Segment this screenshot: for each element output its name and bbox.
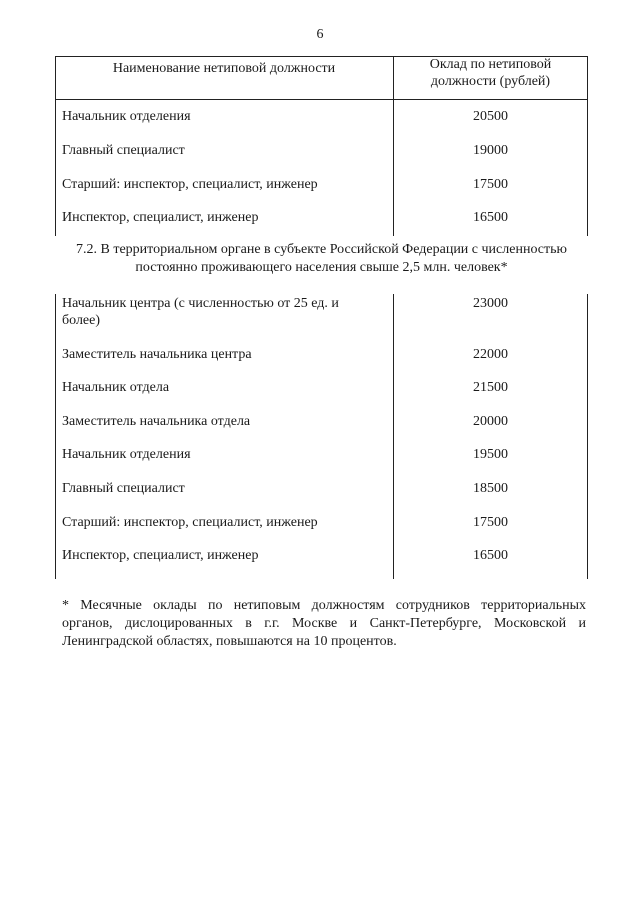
table-right-border — [587, 294, 588, 579]
footnote-line: органов, дислоцированных в г.г. Москве и Санкт-Петербурге, Московской и — [62, 616, 586, 631]
position-name: Начальник отдела — [62, 380, 170, 395]
position-name: Главный специалист — [62, 481, 185, 496]
section-heading-line: постоянно проживающего населения свыше 2,5 млн. человек* — [135, 260, 508, 275]
table-left-border — [55, 294, 56, 579]
position-salary: 17500 — [473, 515, 508, 530]
position-name-line: более) — [62, 313, 101, 328]
page-number: 6 — [316, 27, 324, 42]
position-name: Начальник отделения — [62, 447, 191, 462]
position-name: Старший: инспектор, специалист, инженер — [62, 177, 318, 192]
header-salary — [393, 56, 588, 90]
salary-table — [55, 56, 588, 579]
footnote-line: * Месячные оклады по нетиповым должностям сотрудников территориальных — [62, 598, 586, 613]
position-salary: 20000 — [473, 414, 508, 429]
position-salary: 22000 — [473, 347, 508, 362]
position-name: Инспектор, специалист, инженер — [62, 548, 259, 563]
position-name-line: Начальник центра (с численностью от 25 ед. и — [62, 296, 339, 311]
position-name — [62, 295, 382, 329]
position-salary: 18500 — [473, 481, 508, 496]
position-name: Главный специалист — [62, 143, 185, 158]
position-name: Инспектор, специалист, инженер — [62, 210, 259, 225]
section-heading — [55, 241, 588, 277]
table-header-border — [55, 99, 588, 100]
header-salary-line: Оклад по нетиповой — [429, 57, 552, 72]
position-name: Начальник отделения — [62, 109, 191, 124]
position-name: Заместитель начальника отдела — [62, 414, 251, 429]
position-salary: 17500 — [473, 177, 508, 192]
section-heading-line: 7.2. В территориальном органе в субъекте Российской Федерации с численностью — [76, 242, 567, 257]
table-left-border — [55, 56, 56, 236]
header-position-name: Наименование нетиповой должности — [112, 61, 336, 76]
position-salary: 16500 — [473, 210, 508, 225]
position-name: Старший: инспектор, специалист, инженер — [62, 515, 318, 530]
header-salary-line: должности (рублей) — [430, 74, 551, 89]
position-name: Заместитель начальника центра — [62, 347, 252, 362]
position-salary: 21500 — [473, 380, 508, 395]
position-salary: 16500 — [473, 548, 508, 563]
footnote-line: Ленинградской областях, повышаются на 10 процентов. — [62, 634, 397, 649]
position-salary: 19500 — [473, 447, 508, 462]
footnote — [62, 597, 586, 651]
position-salary: 23000 — [473, 296, 508, 311]
position-salary: 20500 — [473, 109, 508, 124]
table-column-divider — [393, 294, 394, 579]
position-salary: 19000 — [473, 143, 508, 158]
